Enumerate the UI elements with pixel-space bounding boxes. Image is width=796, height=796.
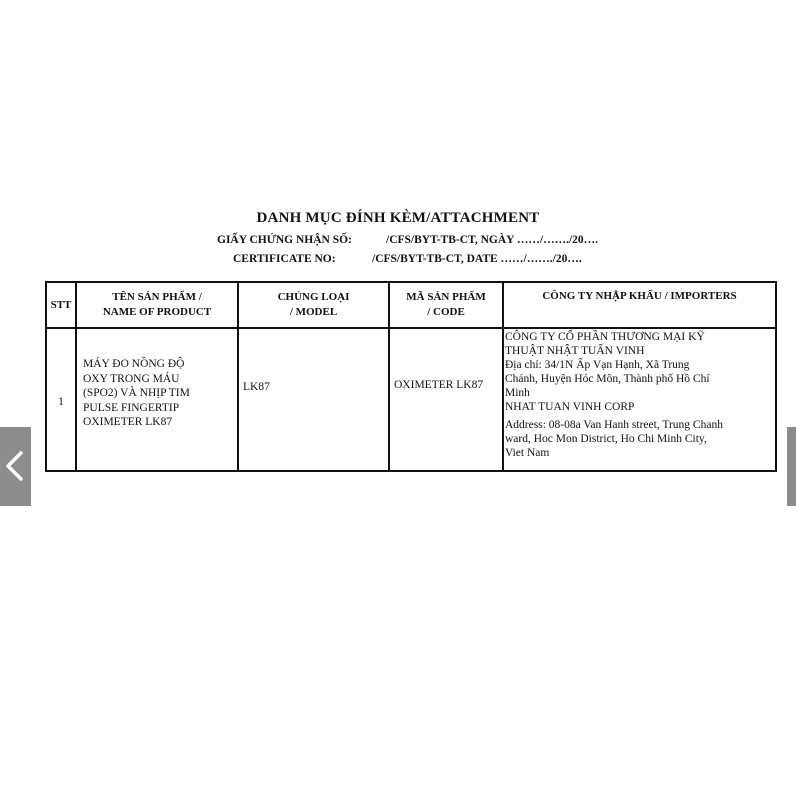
certificate-line-en xyxy=(233,253,653,269)
next-image-button[interactable] xyxy=(787,427,796,506)
header-model-vi: CHỦNG LOẠI xyxy=(277,291,350,303)
previous-image-button[interactable] xyxy=(0,427,31,506)
importer-name-vi: CÔNG TY CỔ PHẦN THƯƠNG MẠI KỸ xyxy=(505,331,705,343)
cell-code: OXIMETER LK87 xyxy=(389,328,503,471)
header-code-vi: MÃ SẢN PHẨM xyxy=(406,291,486,303)
header-code-en: / CODE xyxy=(427,306,465,318)
certificate-value-en: /CFS/BYT-TB-CT, DATE ……/……./20…. xyxy=(372,253,582,265)
certificate-label-en: CERTIFICATE NO: xyxy=(233,253,336,265)
cell-stt: 1 xyxy=(46,328,76,471)
certificate-label-vi: GIẤY CHỨNG NHẬN SỐ: xyxy=(217,234,352,246)
chevron-left-icon xyxy=(3,451,27,481)
cell-model: LK87 xyxy=(238,328,389,471)
header-importer: CÔNG TY NHẬP KHẨU / IMPORTERS xyxy=(503,282,776,328)
importer-address-vi: Địa chỉ: 34/1N Ấp Vạn Hạnh, Xã Trung xyxy=(505,359,690,371)
document-title: DANH MỤC ĐÍNH KÈM/ATTACHMENT xyxy=(256,210,540,226)
header-product-name-en: NAME OF PRODUCT xyxy=(102,306,212,318)
certificate-line-vi xyxy=(217,234,637,250)
certificate-value-vi: /CFS/BYT-TB-CT, NGÀY ……/……./20…. xyxy=(386,234,599,246)
cell-product-name: MÁY ĐO NỒNG ĐỘ OXY TRONG MÁU (SPO2) VÀ NHỊP TIM PULSE FINGERTIP OXIMETER LK87 xyxy=(76,328,238,471)
cell-importer: CÔNG TY CỔ PHẦN THƯƠNG MẠI KỸ THUẬT NHẬT TUẤN VINH Địa chỉ: 34/1N Ấp Vạn Hạnh, Xã Trung Chánh, Huyện Hóc Môn, Thành phố Hồ Chí Minh NHAT TUAN VINH CORP Address: 08-08a Van Hanh street, Trung Chanh ward, Hoc Mon District, Ho Chi Minh City, Viet Nam xyxy=(503,328,776,471)
header-model-en: / MODEL xyxy=(289,306,338,318)
header-code xyxy=(389,282,503,328)
header-model xyxy=(238,282,389,328)
header-product-name xyxy=(76,282,238,328)
header-product-name-vi: TÊN SẢN PHẨM / xyxy=(112,291,202,303)
table-header-row xyxy=(46,282,776,328)
importer-name-en: NHAT TUAN VINH CORP xyxy=(505,401,635,413)
importer-address-en: Address: 08-08a Van Hanh street, Trung Chanh xyxy=(505,419,723,431)
attachment-table xyxy=(45,281,777,472)
header-stt: STT xyxy=(46,282,76,328)
table-row xyxy=(46,328,776,471)
